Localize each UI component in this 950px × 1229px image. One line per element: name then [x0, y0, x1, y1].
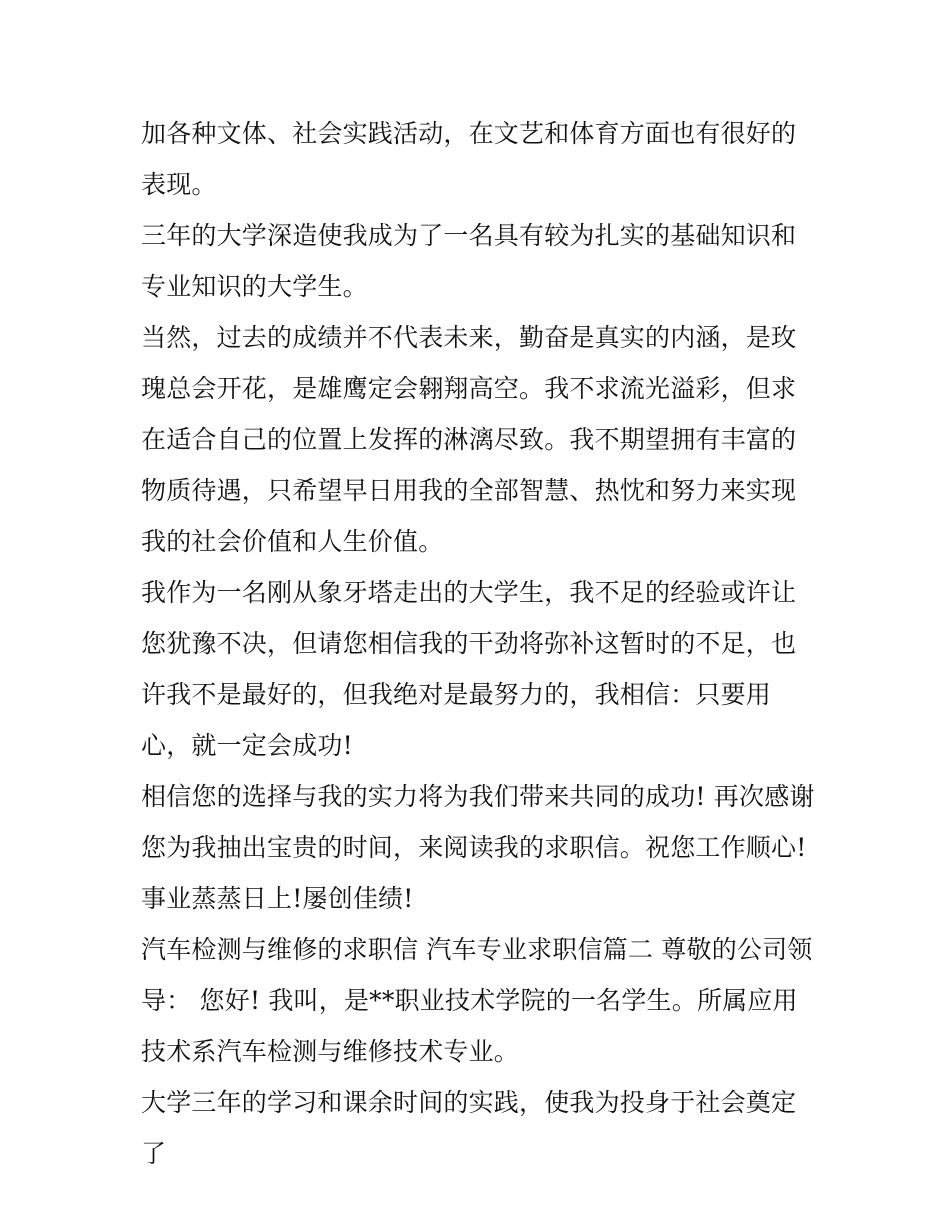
paragraph-6: 汽车检测与维修的求职信 汽车专业求职信篇二 尊敬的公司领导： 您好! 我叫，是**职业技术学院的一名学生。所属应用技术系汽车检测与维修技术专业。: [141, 935, 813, 1066]
paragraph-3: 当然，过去的成绩并不代表未来，勤奋是真实的内涵，是玫瑰总会开花，是雄鹰定会翱翔高空。我不求流光溢彩，但求在适合自己的位置上发挥的淋漓尽致。我不期望拥有丰富的物质待遇，只希望早日用我的全部智慧、热忱和努力来实现我的社会价值和人生价值。: [141, 323, 797, 556]
paragraph-7: 大学三年的学习和课余时间的实践，使我为投身于社会奠定了: [141, 1088, 797, 1168]
paragraph-4: 我作为一名刚从象牙塔走出的大学生，我不足的经验或许让您犹豫不决，但请您相信我的干劲将弥补这暂时的不足，也许我不是最好的，但我绝对是最努力的，我相信：只要用心，就一定会成功!: [141, 578, 797, 760]
paragraph-2: 三年的大学深造使我成为了一名具有较为扎实的基础知识和专业知识的大学生。: [141, 221, 797, 301]
document-body: [141, 108, 816, 1179]
paragraph-5: 相信您的选择与我的实力将为我们带来共同的成功! 再次感谢您为我抽出宝贵的时间，来阅读我的求职信。祝您工作顺心!事业蒸蒸日上!屡创佳绩!: [141, 782, 815, 913]
paragraph-1: 加各种文体、社会实践活动，在文艺和体育方面也有很好的表现。: [141, 119, 797, 199]
